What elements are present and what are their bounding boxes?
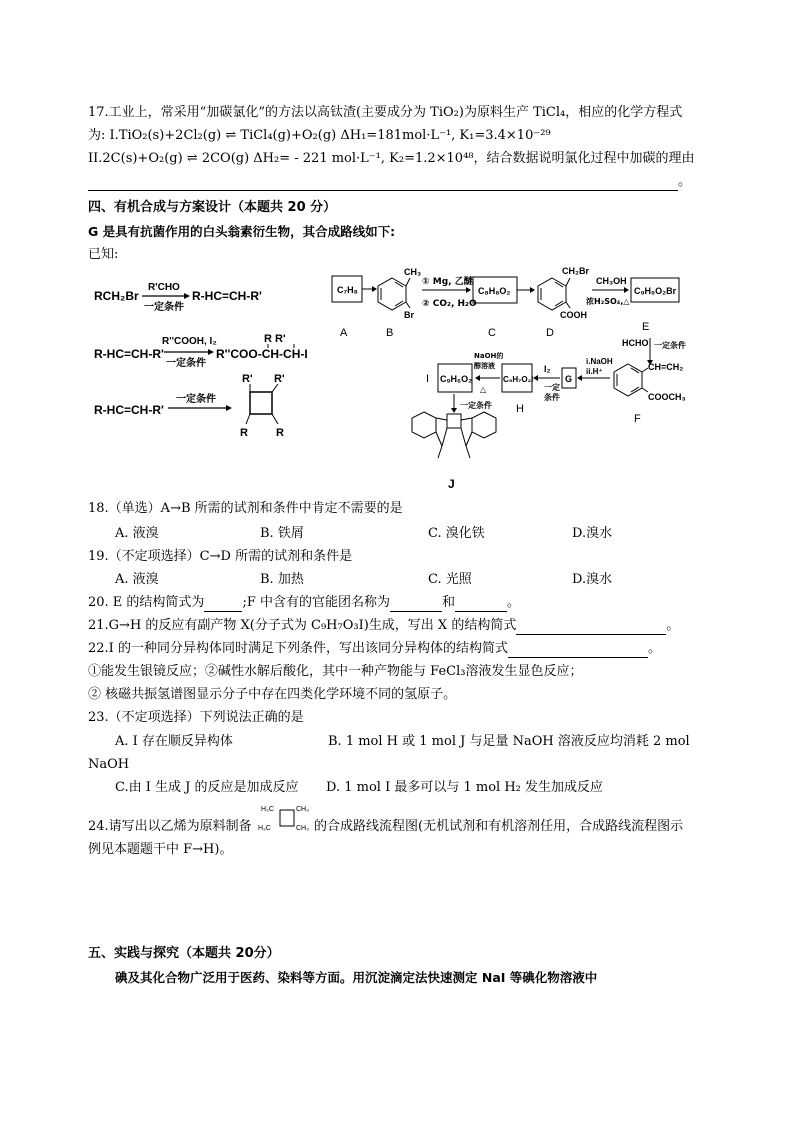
step-ab-2: ② CO₂, H₂O <box>422 299 477 309</box>
q19-option-b[interactable]: B. 加热 <box>260 572 304 587</box>
r3-label-2: R' <box>274 373 285 385</box>
q18-option-a[interactable]: A. 液溴 <box>115 526 159 541</box>
synthesis-scheme <box>330 262 710 497</box>
step-de-2: 浓H₂SO₄,△ <box>586 297 630 306</box>
known-reactions-diagram <box>88 262 338 462</box>
section4-intro: G 是具有抗菌作用的白头翁素衍生物，其合成路线如下: <box>88 224 396 239</box>
r3-label-4: R <box>276 427 284 439</box>
q22: 22.I 的一种同分异构体同时满足下列条件，写出该同分异构体的结构简式 。 <box>88 641 661 656</box>
r2-cond: 一定条件 <box>166 358 206 369</box>
q21-blank[interactable] <box>516 620 666 635</box>
q21: 21.G→H 的反应有副产物 X(分子式为 C₉H₇O₃I)生成，写出 X 的结构简式 。 <box>88 618 680 633</box>
q24-mol-label-4: CH₃ <box>296 825 309 832</box>
label-D: D <box>546 327 554 339</box>
step-hi-3: △ <box>480 385 487 394</box>
r1-cond: 一定条件 <box>144 302 184 313</box>
q24-mol-label-2: CH₃ <box>296 806 309 813</box>
step-gh-2: 一定 <box>544 383 560 392</box>
step-ij: 一定条件 <box>460 401 492 410</box>
F-bottom: COOCH₃ <box>648 392 686 402</box>
step-hi-2: 醇溶液 <box>474 362 495 370</box>
q23-option-b-cont: NaOH <box>88 757 130 772</box>
section4-known: 已知: <box>88 247 119 262</box>
step-fg-2: ii.H⁺ <box>586 367 603 376</box>
section5-intro: 碘及其化合物广泛用于医药、染料等方面。用沉淀滴定法快速测定 NaI 等碘化物溶液中 <box>115 970 598 985</box>
q19-option-a[interactable]: A. 液溴 <box>115 572 159 587</box>
label-A: A <box>340 327 348 339</box>
r2-reagent: R''COOH, I₂ <box>162 336 217 347</box>
q24-target-molecule <box>258 800 316 840</box>
q18-option-c[interactable]: C. 溴化铁 <box>428 526 485 541</box>
q22-condition-2: ② 核磁共振氢谱图显示分子中存在四类化学环境不同的氢原子。 <box>88 687 457 702</box>
compound-J-structure <box>412 412 496 458</box>
q22-blank[interactable] <box>508 643 648 658</box>
q24-mol-label-3: H₃C <box>258 825 271 832</box>
q18-option-b[interactable]: B. 铁屑 <box>260 526 304 541</box>
q23-option-c[interactable]: C.由 I 生成 J 的反应是加成反应 <box>115 780 299 795</box>
section4-title: 四、有机合成与方案设计（本题共 20 分） <box>88 200 337 215</box>
q20-blank-1[interactable] <box>204 597 242 612</box>
B-ch3: CH₃ <box>404 267 422 277</box>
step-ef-1: HCHO <box>622 338 649 348</box>
q20-blank-2[interactable] <box>390 597 442 612</box>
q17-answer-blank[interactable] <box>88 176 678 191</box>
r2-sub: R R' <box>264 333 286 345</box>
r1-reagent: R'CHO <box>148 282 180 293</box>
q24-line1: 24.请写出以乙烯为原料制备 <box>88 819 252 834</box>
q17-line2: 为: I.TiO₂(s)+2Cl₂(g) ⇌ TiCl₄(g)+O₂(g) ΔH₁=181mol·L⁻¹, K₁=3.4×10⁻²⁹ <box>88 128 551 143</box>
label-H: H <box>516 403 524 415</box>
B-br: Br <box>404 310 415 320</box>
q19-text: 19.（不定项选择）C→D 所需的试剂和条件是 <box>88 549 353 564</box>
q19-option-c[interactable]: C. 光照 <box>428 572 472 587</box>
r2-left: R-HC=CH-R' <box>94 347 164 361</box>
q23-text: 23.（不定项选择）下列说法正确的是 <box>88 710 304 725</box>
step-fg-1: i.NaOH <box>586 357 613 366</box>
compound-A: C₇H₈ <box>337 285 358 295</box>
q17-line1: 17.工业上，常采用“加碳氯化”的方法以高钛渣(主要成分为 TiO₂)为原料生产 TiCl₄，相应的化学方程式 <box>88 105 683 120</box>
q22-condition-1: ①能发生银镜反应；②碱性水解后酸化，其中一种产物能与 FeCl₃溶液发生显色反应； <box>88 664 583 679</box>
section5-title: 五、实践与探究（本题共 20分） <box>88 946 280 961</box>
r1-right: R-HC=CH-R' <box>192 289 262 303</box>
D-bottom: COOH <box>560 310 587 320</box>
label-I: I <box>426 373 430 385</box>
q17-line3: II.2C(s)+O₂(g) ⇌ 2CO(g) ΔH₂= - 221 mol·L⁻¹, K₂=1.2×10⁴⁸，结合数据说明氯化过程中加碳的理由 <box>88 151 695 166</box>
r3-label-3: R <box>240 427 248 439</box>
q23-option-a[interactable]: A. I 存在顺反异构体 <box>115 734 233 749</box>
r3-cond: 一定条件 <box>176 394 216 405</box>
step-gh-1: I₂ <box>544 364 551 374</box>
r3-left: R-HC=CH-R' <box>94 403 164 417</box>
step-ab-1: ① Mg, 乙醚 <box>422 277 473 287</box>
step-gh-3: 条件 <box>544 393 560 402</box>
q19-option-d[interactable]: D.溴水 <box>572 572 613 587</box>
step-ef-2: 一定条件 <box>654 341 686 350</box>
D-top: CH₂Br <box>562 266 589 276</box>
label-J: J <box>448 477 455 491</box>
compound-E: C₉H₉O₂Br <box>634 286 677 296</box>
q23-option-d[interactable]: D. 1 mol I 最多可以与 1 mol H₂ 发生加成反应 <box>326 780 603 795</box>
compound-C: C₈H₈O₂ <box>478 286 511 296</box>
q18-text: 18.（单选）A→B 所需的试剂和条件中肯定不需要的是 <box>88 501 403 516</box>
r2-right: R''COO-CH-CH-I <box>216 347 308 361</box>
q18-option-d[interactable]: D.溴水 <box>572 526 613 541</box>
compound-G: G <box>565 374 573 384</box>
r3-label-1: R' <box>242 373 253 385</box>
q20-blank-3[interactable] <box>455 597 507 612</box>
step-de-1: CH₃OH <box>596 276 627 286</box>
q17-answer-line[interactable]: 。 <box>88 173 691 191</box>
q23-option-b[interactable]: B. 1 mol H 或 1 mol J 与足量 NaOH 溶液反应均消耗 2 mol <box>328 734 690 749</box>
step-hi-1: NaOH的 <box>474 352 504 360</box>
label-C: C <box>488 327 496 339</box>
label-B: B <box>386 327 394 339</box>
q24-line2: 例见本题题干中 F→H)。 <box>88 842 233 857</box>
r1-left: RCH₂Br <box>94 289 139 303</box>
label-F: F <box>634 413 641 425</box>
q20: 20. E 的结构简式为 ;F 中含有的官能团名称为 和 。 <box>88 595 521 610</box>
q24-mol-label-1: H₃C <box>261 806 274 813</box>
compound-I: C₉H₆O₂ <box>440 374 473 384</box>
label-E: E <box>642 321 650 333</box>
q24-line1-cont: 的合成路线流程图(无机试剂和有机溶剂任用，合成路线流程图示 <box>314 819 684 834</box>
F-top: CH=CH₂ <box>648 362 684 372</box>
compound-H: C₉H₇O₂I <box>503 375 534 384</box>
